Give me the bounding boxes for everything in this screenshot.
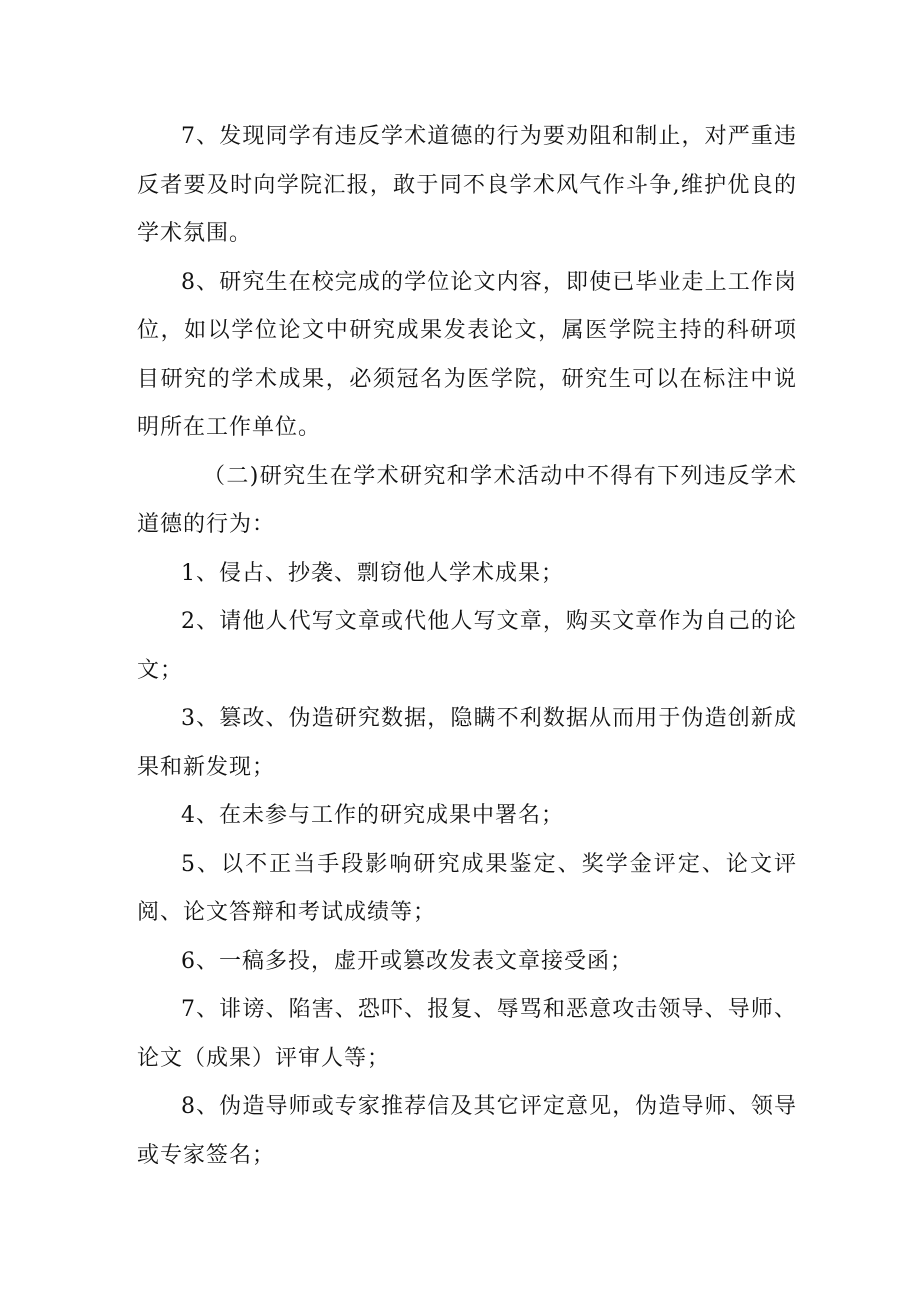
list-item-2: 2、请他人代写文章或代他人写文章，购买文章作为自己的论文； xyxy=(137,609,797,683)
list-item-8: 8、伪造导师或专家推荐信及其它评定意见，伪造导师、领导或专家签名； xyxy=(137,1094,797,1168)
document-body xyxy=(137,113,797,1180)
paragraph-item-8-thesis: 8、研究生在校完成的学位论文内容，即使已毕业走上工作岗位，如以学位论文中研究成果发表论文，属医学院主持的科研项目研究的学术成果，必须冠名为医学院，研究生可以在标注中说明所在工作单位。 xyxy=(137,269,797,440)
list-item-4: 4、在未参与工作的研究成果中署名； xyxy=(181,803,564,828)
list-item-5: 5、以不正当手段影响研究成果鉴定、奖学金评定、论文评阅、论文答辩和考试成绩等； xyxy=(137,851,797,925)
list-item-3: 3、篡改、伪造研究数据，隐瞒不利数据从而用于伪造创新成果和新发现； xyxy=(137,706,797,780)
paragraph-item-7-report: 7、发现同学有违反学术道德的行为要劝阻和制止，对严重违反者要及时向学院汇报，敢于同不良学术风气作斗争,维护优良的学术氛围。 xyxy=(137,124,797,246)
list-item-1: 1、侵占、抄袭、剽窃他人学术成果； xyxy=(181,560,564,586)
list-item-6: 6、一稿多投，虚开或篡改发表文章接受函； xyxy=(181,948,633,974)
section-heading-2: （二)研究生在学术研究和学术活动中不得有下列违反学术道德的行为： xyxy=(137,463,797,537)
list-item-7: 7、诽谤、陷害、恐吓、报复、辱骂和恶意攻击领导、导师、论文（成果）评审人等； xyxy=(137,997,797,1071)
